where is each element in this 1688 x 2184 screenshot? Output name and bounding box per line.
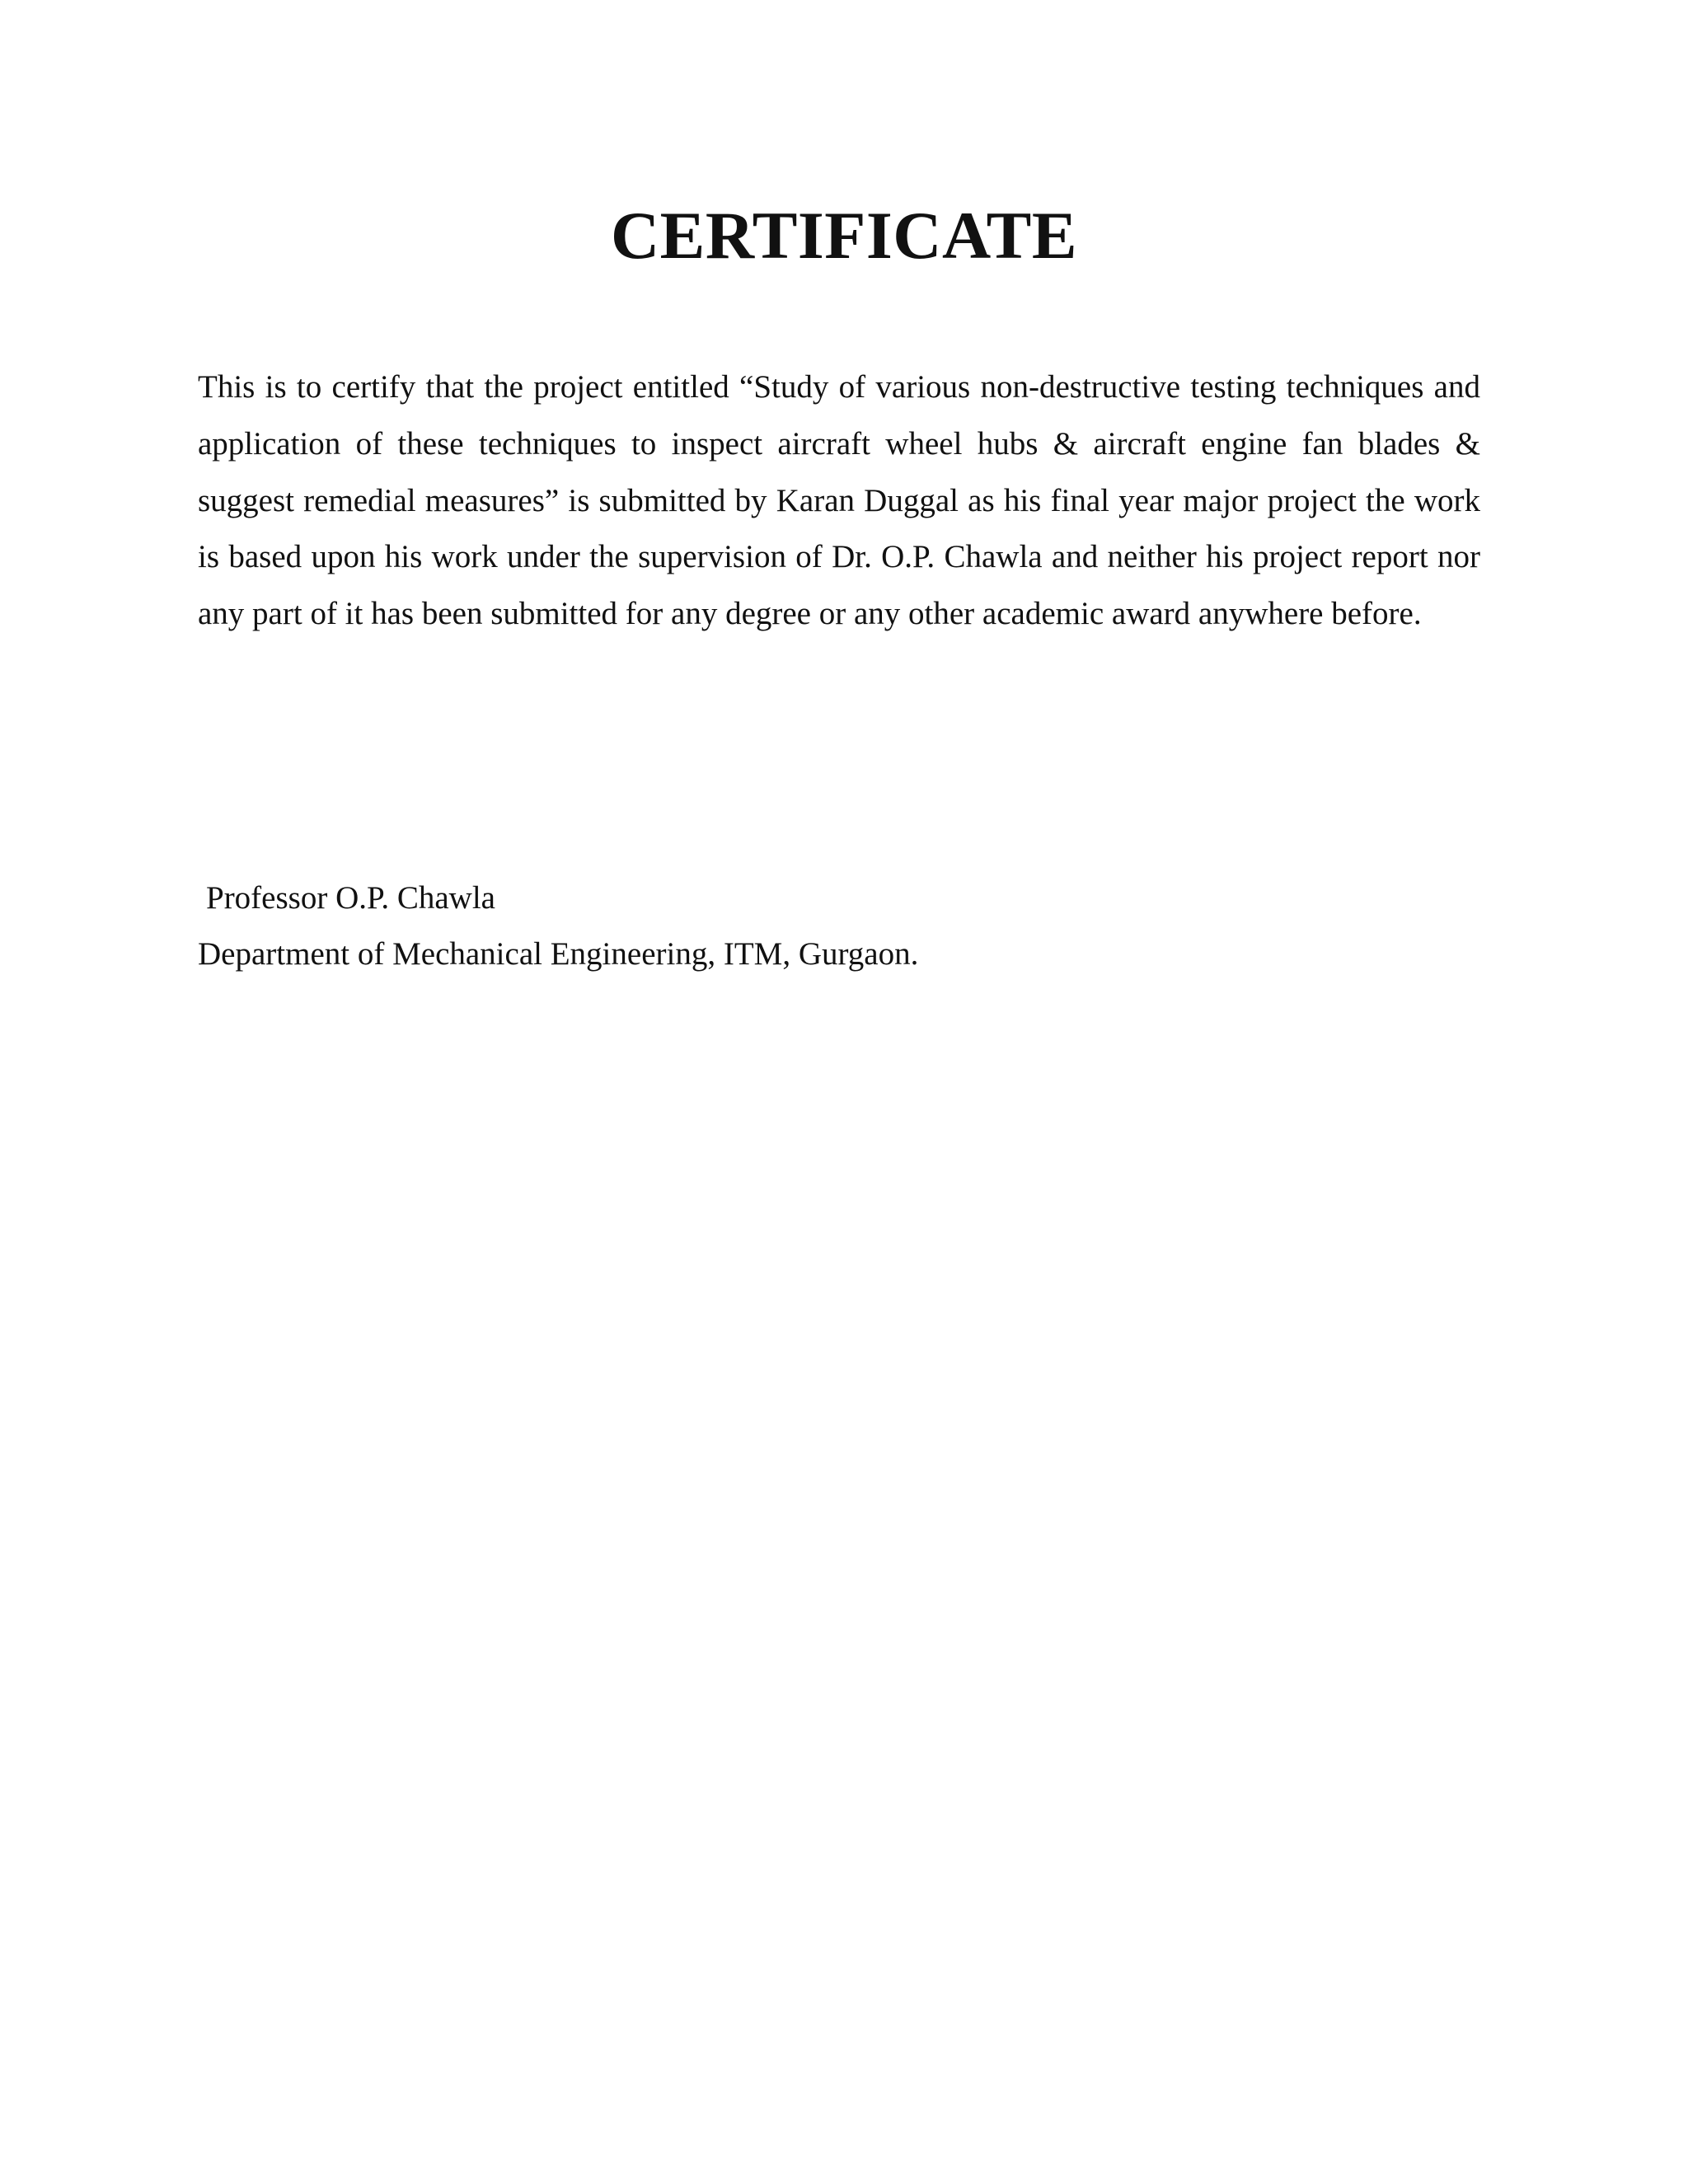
certificate-body: This is to certify that the project entitled “Study of various non-destructive testing techniques and application of these techniques to inspect aircraft wheel hubs & aircraft engine fan blades & suggest remedial measures” is submitted by Karan Duggal as his final year major project the work is based upon his work under the supervision of Dr. O.P. Chawla and neither his project report nor any part of it has been submitted for any degree or any other academic award anywhere before. [198, 369, 1480, 632]
certificate-title: CERTIFICATE [610, 198, 1078, 273]
signatory-department: Department of Mechanical Engineering, ITM, Gurgaon. [198, 936, 919, 972]
signatory-block [198, 870, 1480, 982]
signatory-name: Professor O.P. Chawla [206, 880, 495, 916]
